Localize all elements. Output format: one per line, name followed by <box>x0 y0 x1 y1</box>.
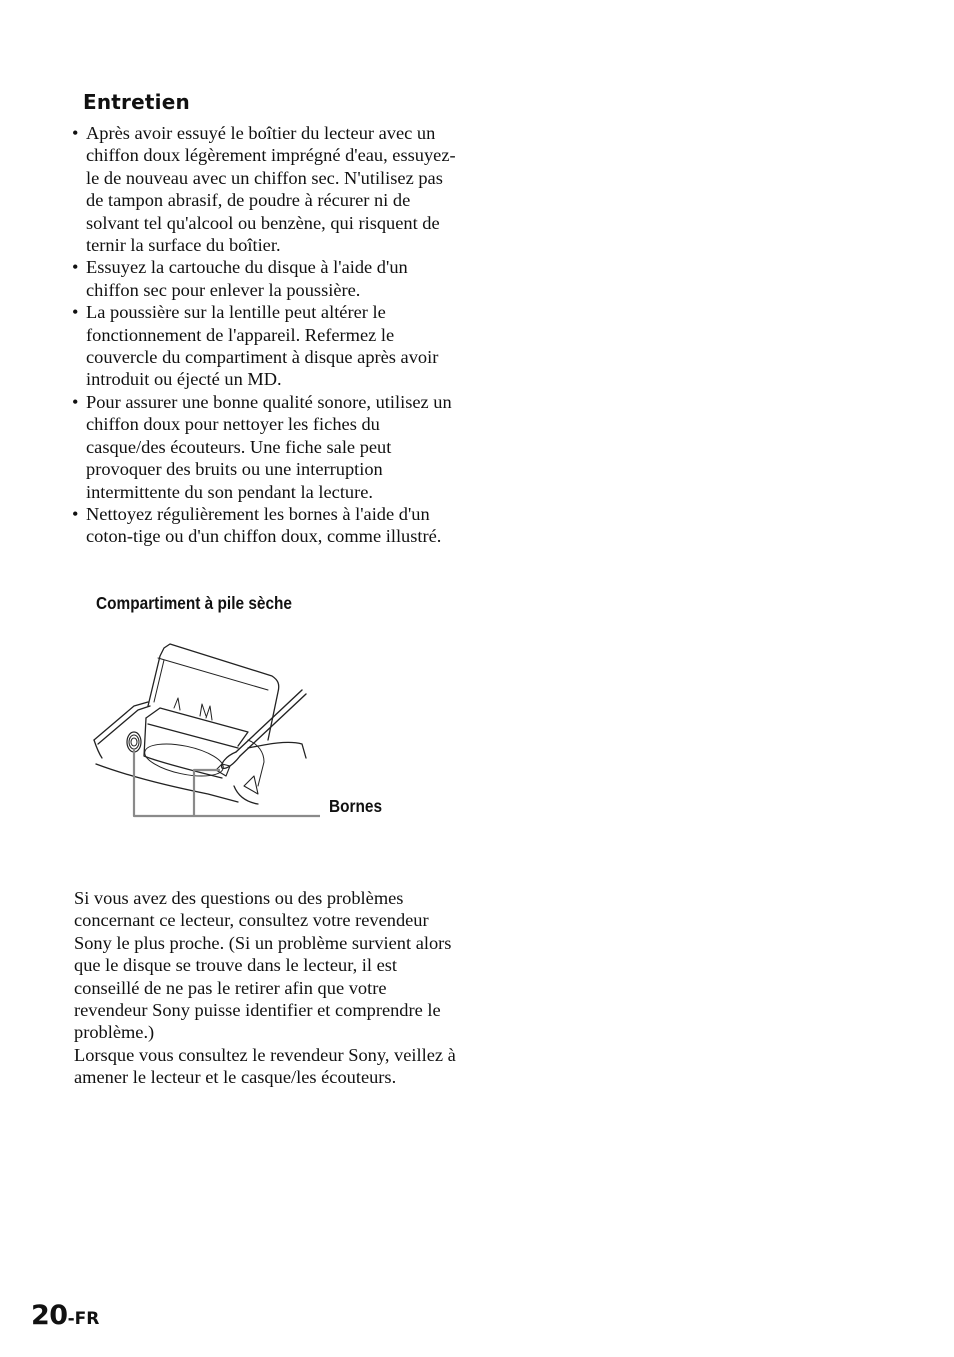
bullet-icon: • <box>72 123 79 143</box>
page-language-suffix: -FR <box>67 1309 100 1329</box>
maintenance-list <box>72 122 457 548</box>
bullet-icon: • <box>72 391 79 412</box>
section-title: Entretien <box>83 90 190 114</box>
list-item-text: Pour assurer une bonne qualité sonore, utilisez un chiffon doux pour nettoyer les fiches du casque/des écouteurs. Une fiche sale peut provoquer des bruits ou une interruption intermittente du son pendant la lecture. <box>86 391 452 502</box>
list-item <box>72 256 457 301</box>
figure-caption: Compartiment à pile sèche <box>96 593 292 613</box>
page-number-value: 20 <box>31 1300 68 1331</box>
battery-compartment-illustration <box>88 636 408 822</box>
list-item-text: Après avoir essuyé le boîtier du lecteur avec un chiffon doux légèrement imprégné d'eau, essuyez-le de nouveau avec un chiffon sec. N'utilisez pas de tampon abrasif, de poudre à récurer ni de solvant tel qu'alcool ou benzène, qui risquent de ternir la surface du boîtier. <box>86 123 456 256</box>
list-item <box>72 503 457 548</box>
terminals-label: Bornes <box>329 796 383 816</box>
support-paragraph-2: Lorsque vous consultez le revendeur Sony, veillez à amener le lecteur et le casque/les écouteurs. <box>74 1045 456 1088</box>
support-paragraph: Si vous avez des questions ou des problèmes concernant ce lecteur, consultez votre revendeur Sony le plus proche. (Si un problème survient alors que le disque se trouve dans le lecteur, il est conseillé de ne pas le retirer afin que votre revendeur Sony puisse identifier et comprendre le problème.) <box>74 888 452 1043</box>
bullet-icon: • <box>72 302 79 323</box>
list-item-text: La poussière sur la lentille peut altérer le fonctionnement de l'appareil. Refermez le couvercle du compartiment à disque après avoir introduit ou éjecté un MD. <box>86 302 439 390</box>
list-item <box>72 391 457 503</box>
list-item <box>72 122 457 256</box>
bullet-icon: • <box>72 503 79 524</box>
list-item-text: Nettoyez régulièrement les bornes à l'aide d'un coton-tige ou d'un chiffon doux, comme illustré. <box>86 503 442 547</box>
bullet-icon: • <box>72 257 79 278</box>
list-item-text: Essuyez la cartouche du disque à l'aide d'un chiffon sec pour enlever la poussière. <box>86 257 408 300</box>
page-number <box>31 1300 99 1331</box>
list-item <box>72 301 457 391</box>
